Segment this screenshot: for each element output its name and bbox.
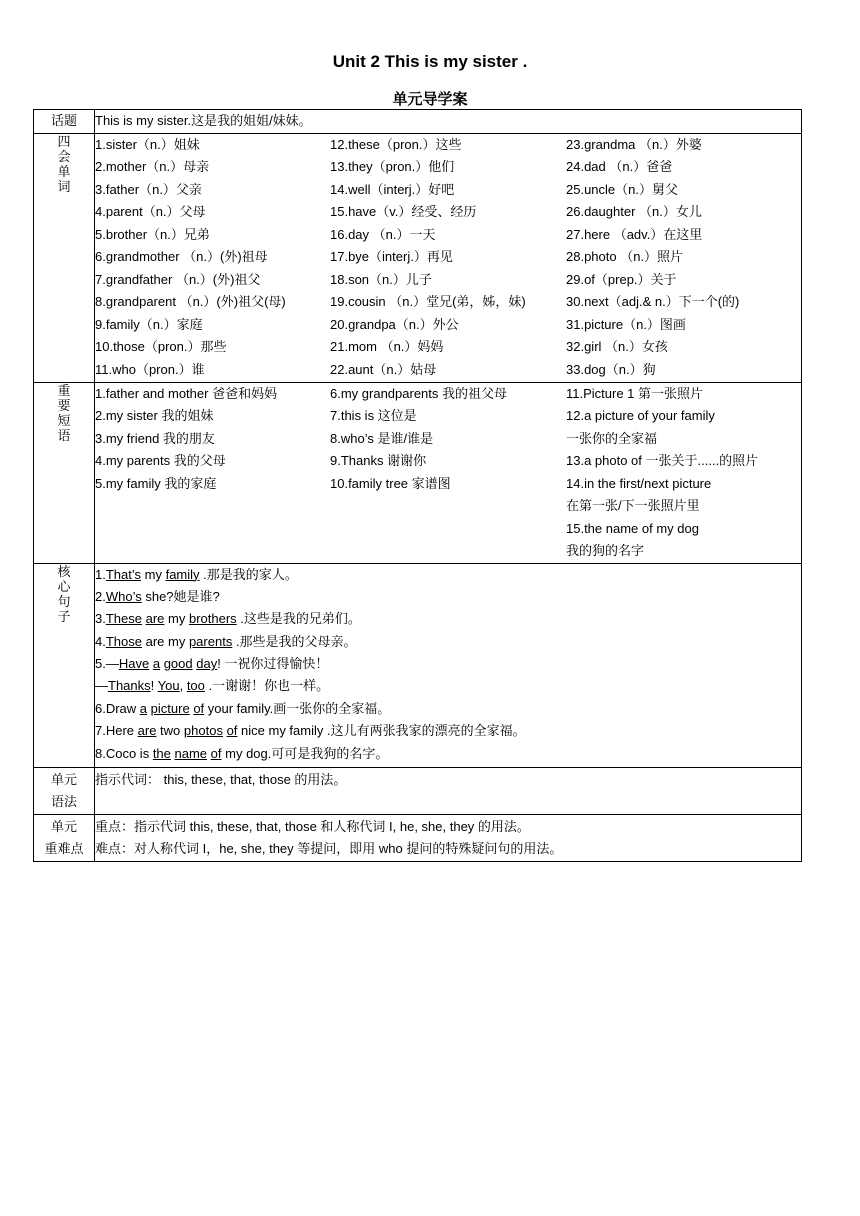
vocab-item: 10.those（pron.）那些 [95, 339, 227, 354]
sentence-5-reply: —Thanks! You, too .一谢谢！你也一样。 [95, 678, 330, 694]
vocab-item: 25.uncle（n.）舅父 [566, 181, 678, 197]
vocab-item: 17.bye（interj.）再见 [330, 249, 453, 264]
vocabulary-column-1 [95, 134, 330, 382]
document-subtitle: 单元导学案 [392, 91, 468, 108]
vocab-item: 7.grandfather （n.）(外)祖父 [95, 271, 261, 287]
sentences-content [95, 563, 802, 767]
vocabulary-column-2 [330, 134, 566, 382]
phrase-item: 14.in the first/next picture [566, 475, 712, 491]
vocabulary-column-3 [566, 134, 796, 382]
vocab-item: 11.who（pron.）谁 [95, 361, 205, 377]
phrase-item: 10.family tree 家谱图 [330, 475, 451, 491]
vocab-item: 32.girl （n.）女孩 [566, 339, 668, 354]
vocab-item: 30.next（adj.& n.）下一个(的) [566, 294, 740, 309]
vocab-item: 23.grandma （n.）外婆 [566, 136, 702, 152]
vocab-item: 15.have（v.）经受、经历 [330, 204, 477, 219]
phrase-item: 8.who’s 是谁/谁是 [330, 430, 434, 446]
sentence-8: 8.Coco is the name of my dog.可可是我狗的名字。 [95, 745, 389, 761]
phrase-item: 1.father and mother 爸爸和妈妈 [95, 385, 278, 401]
focus-label: 单元 重难点 [34, 814, 95, 861]
document-title: Unit 2 This is my sister . [332, 52, 528, 71]
topic-label: 话题 [34, 110, 95, 134]
phrases-column-2 [330, 383, 566, 563]
focus-row [34, 814, 802, 861]
vocab-item: 33.dog（n.）狗 [566, 361, 656, 377]
vocab-item: 22.aunt（n.）姑母 [330, 361, 437, 377]
phrase-item: 我的狗的名字 [566, 543, 645, 558]
phrase-item: 13.a photo of 一张关于......的照片 [566, 453, 759, 468]
vocab-item: 4.parent（n.）父母 [95, 204, 206, 219]
phrases-label: 重要短语 [34, 382, 95, 563]
phrase-item: 9.Thanks 谢谢你 [330, 453, 427, 468]
vocabulary-label: 四会单词 [34, 133, 95, 382]
vocab-item: 9.family（n.）家庭 [95, 316, 203, 332]
vocabulary-content [95, 133, 802, 382]
vocab-item: 27.here （adv.）在这里 [566, 226, 703, 242]
sentence-3: 3.These are my brothers .这些是我的兄弟们。 [95, 611, 361, 627]
study-guide-table [33, 109, 802, 862]
vocab-item: 16.day （n.）一天 [330, 226, 436, 242]
difficult-point: 难点：对人称代词 I，he, she, they 等提问，即用 who 提问的特殊疑问句的用法。 [95, 841, 563, 856]
phrases-column-3 [566, 383, 796, 563]
vocab-item: 1.sister（n.）姐妹 [95, 136, 200, 152]
vocab-item: 3.father（n.）父亲 [95, 181, 202, 197]
phrase-item: 2.my sister 我的姐妹 [95, 408, 214, 423]
focus-content [95, 814, 802, 861]
phrase-item: 12.a picture of your family [566, 408, 715, 423]
phrase-item: 7.this is 这位是 [330, 408, 417, 423]
vocab-item: 19.cousin （n.）堂兄(弟，姊，妹) [330, 294, 526, 309]
sentence-7: 7.Here are two photos of nice my family .这儿有两张我家的漂亮的全家福。 [95, 723, 526, 739]
vocab-item: 6.grandmother （n.）(外)祖母 [95, 249, 268, 264]
vocab-item: 5.brother（n.）兄弟 [95, 226, 210, 242]
grammar-label: 单元 语法 [34, 767, 95, 814]
sentence-4: 4.Those are my parents .那些是我的父母亲。 [95, 633, 357, 649]
phrases-row [34, 382, 802, 563]
grammar-text: 指示代词： this, these, that, those 的用法。 [95, 767, 802, 814]
vocab-item: 18.son（n.）儿子 [330, 271, 432, 287]
sentences-row [34, 563, 802, 767]
vocab-item: 24.dad （n.）爸爸 [566, 159, 673, 174]
sentences-label: 核心句子 [34, 563, 95, 767]
phrase-item: 一张你的全家福 [566, 430, 658, 446]
vocab-item: 8.grandparent （n.）(外)祖父(母) [95, 294, 286, 309]
grammar-row [34, 767, 802, 814]
vocab-item: 14.well（interj.）好吧 [330, 181, 455, 197]
phrase-item: 11.Picture 1 第一张照片 [566, 385, 704, 401]
phrases-content [95, 382, 802, 563]
vocab-item: 20.grandpa（n.）外公 [330, 316, 459, 332]
phrase-item: 15.the name of my dog [566, 520, 699, 536]
sentence-5: 5.—Have a good day! 一祝你过得愉快！ [95, 656, 329, 672]
sentence-2: 2.Who’s she?她是谁? [95, 588, 220, 604]
phrase-item: 5.my family 我的家庭 [95, 475, 217, 491]
phrase-item: 3.my friend 我的朋友 [95, 430, 215, 446]
vocab-item: 2.mother（n.）母亲 [95, 159, 210, 174]
phrase-item: 6.my grandparents 我的祖父母 [330, 385, 508, 401]
sentence-1: 1.That’s my family .那是我的家人。 [95, 566, 298, 582]
key-point: 重点：指示代词 this, these, that, those 和人称代词 I, he, she, they 的用法。 [95, 818, 530, 834]
vocab-item: 31.picture（n.）图画 [566, 316, 686, 332]
topic-row [34, 110, 802, 134]
phrases-column-1 [95, 383, 330, 563]
sentence-6: 6.Draw a picture of your family.画一张你的全家福。 [95, 700, 391, 716]
phrase-item: 在第一张/下一张照片里 [566, 498, 700, 513]
vocab-item: 28.photo （n.）照片 [566, 249, 684, 264]
phrase-item: 4.my parents 我的父母 [95, 453, 226, 468]
vocab-item: 21.mom （n.）妈妈 [330, 339, 444, 354]
vocab-item: 29.of（prep.）关于 [566, 271, 677, 287]
vocabulary-row [34, 133, 802, 382]
vocab-item: 26.daughter （n.）女儿 [566, 204, 702, 219]
topic-text: This is my sister.这是我的姐姐/妹妹。 [95, 110, 802, 134]
vocab-item: 12.these（pron.）这些 [330, 136, 462, 152]
vocab-item: 13.they（pron.）他们 [330, 159, 455, 174]
